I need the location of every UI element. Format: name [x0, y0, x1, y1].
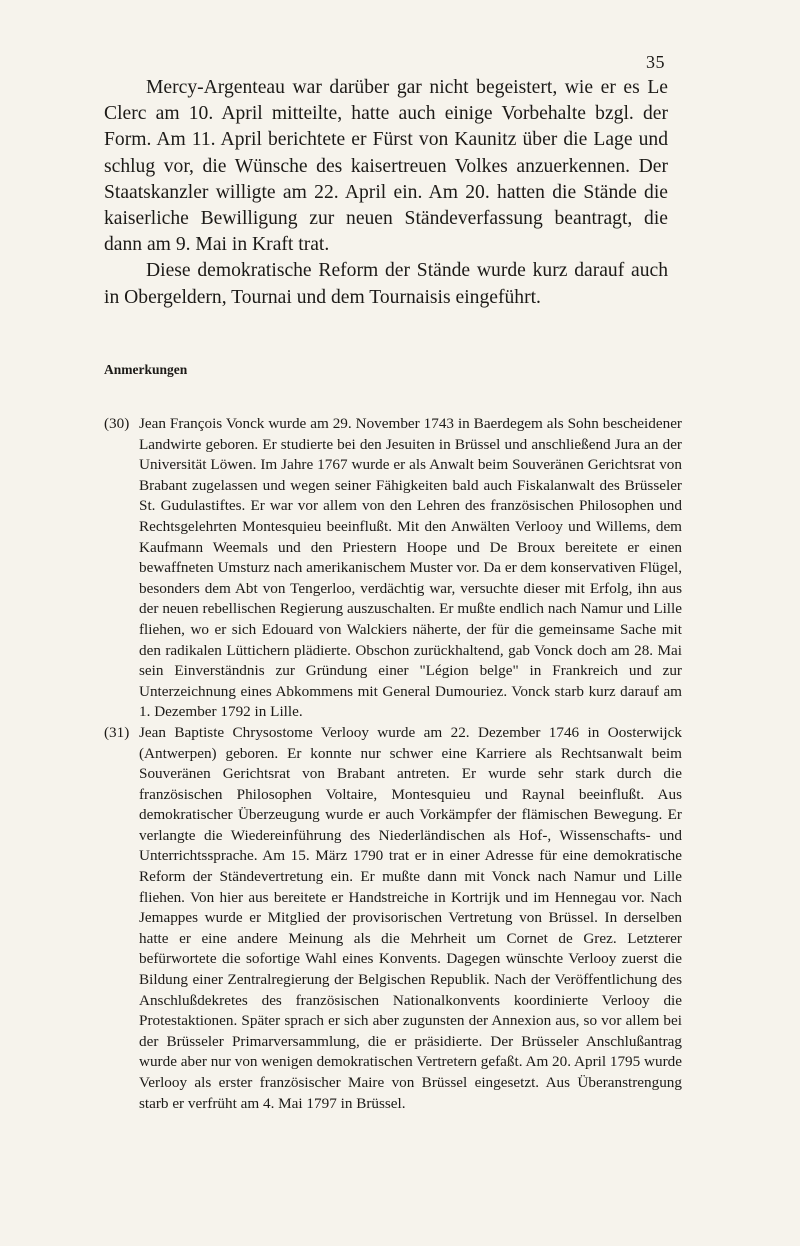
- body-paragraph: Diese demokratische Reform der Stände wurde kurz darauf auch in Obergeldern, Tournai und dem Tournaisis eingeführt.: [104, 260, 668, 308]
- notes-list: [104, 414, 682, 1114]
- notes-heading: Anmerkungen: [104, 362, 188, 377]
- note-text: Jean François Vonck wurde am 29. November 1743 in Baerdegem als Sohn bescheidener Landwirte geboren. Er studierte bei den Jesuiten in Brüssel und anschließend Jura an der Universität Löwen. Im Jahre 1767 wurde er als Anwalt beim Souveränen Gerichtsrat von Brabant zugelassen und wegen seiner Fähigkeiten bald auch Fiskalanwalt des Brüsseler St. Gudulastiftes. Er war vor allem von den Lehren des französischen Philosophen und Rechtsgelehrten Montesquieu beeinflußt. Mit den Anwälten Verlooy und Willems, dem Kaufmann Weemals und den Priestern Hoope und De Broux bereitete er einen bewaffneten Umsturz nach amerikanischem Muster vor. Da er dem konservativen Flügel, besonders dem Abt von Tengerloo, verdächtig war, versuchte dieser mit Erfolg, ihn aus der neuen rebellischen Regierung auszuschalten. Er mußte endlich nach Namur und Lille fliehen, wo er sich Edouard von Walckiers näherte, der für die gemeinsame Sache mit den radikalen Lüttichern plädierte. Obschon zurückhaltend, gab Vonck doch am 28. Mai sein Einverständnis zur Gründung einer "Légion belge" in Frankreich und zur Unterzeichnung eines Abkommens mit General Dumouriez. Vonck starb kurz darauf am 1. Dezember 1792 in Lille.: [139, 415, 682, 721]
- note-number: (31): [104, 723, 130, 741]
- note-item: [104, 723, 682, 1114]
- note-text: Jean Baptiste Chrysostome Verlooy wurde am 22. Dezember 1746 in Oosterwijck (Antwerpen) geboren. Er konnte nur schwer eine Karriere als Rechtsanwalt beim Souveränen Gerichtsrat von Brabant antreten. Er wurde sehr stark durch die französischen Philosophen Voltaire, Montesquieu und Raynal beeinflußt. Aus demokratischer Überzeugung wurde er auch Vorkämpfer der flämischen Bewegung. Er verlangte die Wiedereinführung des Niederländischen als Hof-, Wissenschafts- und Unterrichtssprache. Am 15. März 1790 trat er in einer Adresse für eine demokratische Reform der Ständevertretung ein. Er mußte dann mit Vonck nach Namur und Lille fliehen. Von hier aus bereitete er Handstreiche in Kortrijk und im Hennegau vor. Nach Jemappes wurde er Mitglied der provisorischen Vertretung von Brüssel. In derselben hatte er eine andere Meinung als die Mehrheit um Cornet de Grez. Letzterer befürwortete die sofortige Wahl eines Konvents. Dagegen wünschte Verlooy zuerst die Bildung einer Zentralregierung der Belgischen Republik. Nach der Veröffentlichung des Anschlußdekretes des französischen Nationalkonvents koordinierte Verlooy die Protestaktionen. Später sprach er sich aber zugunsten der Annexion aus, so vor allem bei der Brüsseler Primarversammlung, die er präsidierte. Der Brüsseler Anschlußantrag wurde aber nur von wenigen demokratischen Vertretern gefaßt. Am 20. April 1795 wurde Verlooy als erster französischer Maire von Brüssel eingesetzt. Aus Überanstrengung starb er verfrüht am 4. Mai 1797 in Brüssel.: [139, 723, 682, 1112]
- page-number: 35: [646, 52, 665, 72]
- body-paragraph: Mercy-Argenteau war darüber gar nicht begeistert, wie er es Le Clerc am 10. April mitteilte, hatte auch einige Vorbehalte bzgl. der Form. Am 11. April berichtete er Fürst von Kaunitz über die Lage und schlug vor, die Wünsche des kaisertreuen Volkes anzuerkennen. Der Staatskanzler willigte am 22. April ein. Am 20. hatten die Stände die kaiserliche Bewilligung zur neuen Ständeverfassung beantragt, die dann am 9. Mai in Kraft trat.: [104, 77, 668, 256]
- main-text: [104, 75, 668, 311]
- note-number: (30): [104, 415, 130, 432]
- note-item: [104, 414, 682, 723]
